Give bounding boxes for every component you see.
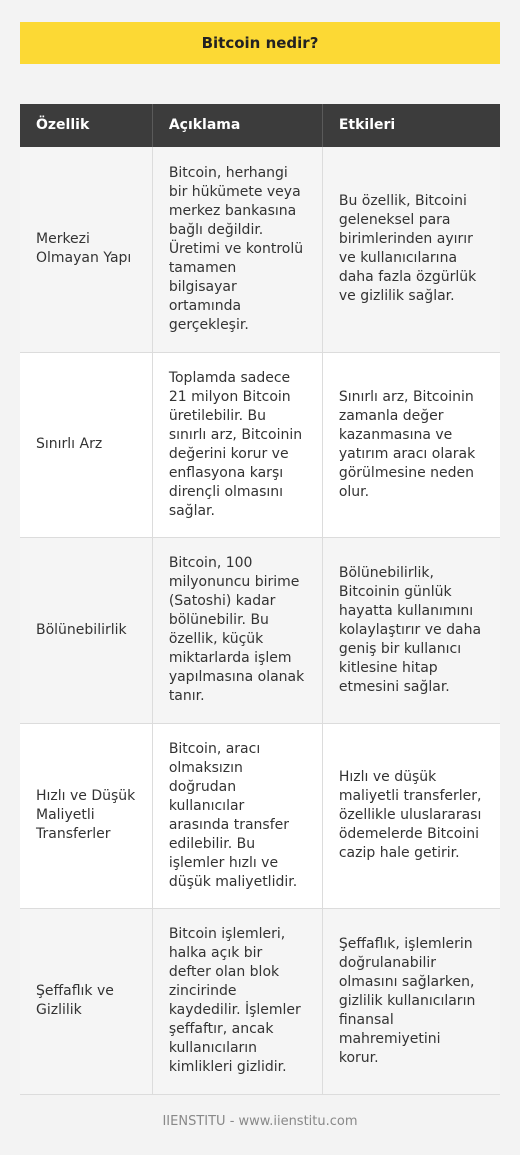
effects-cell: Hızlı ve düşük maliyetli transferler, özellikle uluslararası ödemelerde Bitcoini cazip hale getirir.	[322, 723, 500, 908]
table-row	[20, 908, 500, 1094]
table-row	[20, 537, 500, 723]
column-header-feature: Özellik	[20, 104, 152, 147]
column-header-description: Açıklama	[152, 104, 322, 147]
effects-cell: Bu özellik, Bitcoini geleneksel para birimlerinden ayırır ve kullanıcılarına daha fazla özgürlük ve gizlilik sağlar.	[322, 147, 500, 352]
description-cell: Toplamda sadece 21 milyon Bitcoin üretilebilir. Bu sınırlı arz, Bitcoinin değerini korur ve enflasyona karşı dirençli olmasını sağlar.	[152, 352, 322, 537]
footer-credit: IIENSTITU - www.iienstitu.com	[162, 1114, 358, 1129]
feature-cell: Sınırlı Arz	[20, 352, 152, 537]
table-row	[20, 147, 500, 352]
bitcoin-features-table	[20, 104, 500, 1095]
table-row	[20, 723, 500, 908]
effects-cell: Sınırlı arz, Bitcoinin zamanla değer kazanmasına ve yatırım aracı olarak görülmesine neden olur.	[322, 352, 500, 537]
effects-cell: Şeffaflık, işlemlerin doğrulanabilir olmasını sağlarken, gizlilik kullanıcıların finansal mahremiyetini korur.	[322, 908, 500, 1094]
description-cell: Bitcoin, herhangi bir hükümete veya merkez bankasına bağlı değildir. Üretimi ve kontrolü tamamen bilgisayar ortamında gerçekleşir.	[152, 147, 322, 352]
table-header-row	[20, 104, 500, 147]
description-cell: Bitcoin işlemleri, halka açık bir defter olan blok zincirinde kaydedilir. İşlemler şeffaftır, ancak kullanıcıların kimlikleri gizlidir.	[152, 908, 322, 1094]
feature-cell: Merkezi Olmayan Yapı	[20, 147, 152, 352]
feature-cell: Hızlı ve Düşük Maliyetli Transferler	[20, 723, 152, 908]
description-cell: Bitcoin, 100 milyonuncu birime (Satoshi) kadar bölünebilir. Bu özellik, küçük miktarlarda işlem yapılmasına olanak tanır.	[152, 537, 322, 723]
description-cell: Bitcoin, aracı olmaksızın doğrudan kullanıcılar arasında transfer edilebilir. Bu işlemler hızlı ve düşük maliyetlidir.	[152, 723, 322, 908]
effects-cell: Bölünebilirlik, Bitcoinin günlük hayatta kullanımını kolaylaştırır ve daha geniş bir kullanıcı kitlesine hitap etmesini sağlar.	[322, 537, 500, 723]
page-title: Bitcoin nedir?	[20, 22, 500, 64]
table-row	[20, 352, 500, 537]
column-header-effects: Etkileri	[322, 104, 500, 147]
feature-cell: Şeffaflık ve Gizlilik	[20, 908, 152, 1094]
feature-cell: Bölünebilirlik	[20, 537, 152, 723]
